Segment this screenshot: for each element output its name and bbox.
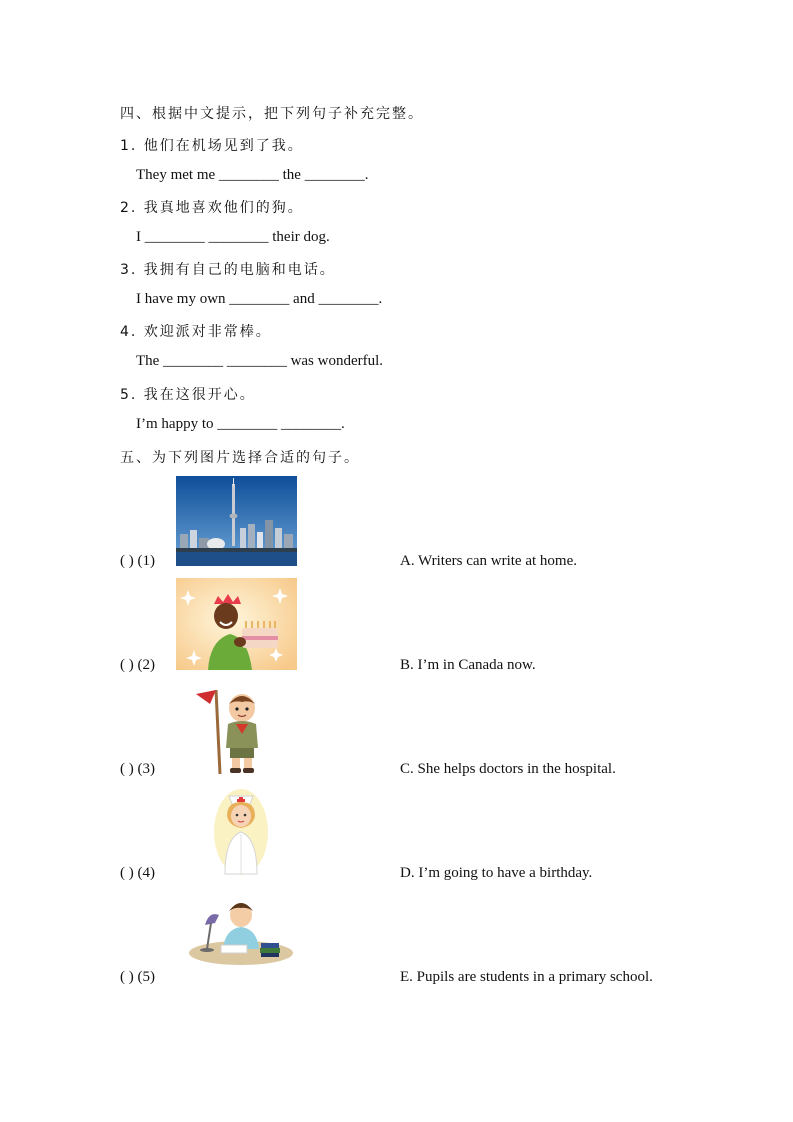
row3-blank: ( ) (3) [120, 761, 155, 777]
row5-blank: ( ) (5) [120, 969, 155, 985]
option-a: A. Writers can write at home. [400, 553, 577, 569]
option-d: D. I’m going to have a birthday. [400, 865, 593, 881]
row4-blank: ( ) (4) [120, 865, 155, 881]
option-e: E. Pupils are students in a primary school. [400, 969, 653, 985]
row2-blank: ( ) (2) [120, 657, 155, 673]
q4-chinese: 4. 欢迎派对非常棒。 [120, 324, 272, 340]
q2-english: I ________ ________ their dog. [136, 229, 330, 245]
option-c: C. She helps doctors in the hospital. [400, 761, 616, 777]
section5-heading: 五、为下列图片选择合适的句子。 [120, 450, 360, 466]
q5-english: I’m happy to ________ ________. [136, 416, 345, 432]
scout-boy-icon [192, 684, 270, 776]
q4-english: The ________ ________ was wonderful. [136, 353, 384, 369]
q3-english: I have my own ________ and ________. [136, 291, 383, 307]
q3-chinese: 3. 我拥有自己的电脑和电话。 [120, 262, 336, 278]
row1-blank: ( ) (1) [120, 553, 155, 569]
q5-chinese: 5. 我在这很开心。 [120, 387, 256, 403]
city-skyline-icon [176, 476, 297, 566]
q1-english: They met me ________ the ________. [136, 167, 369, 183]
birthday-boy-icon [176, 578, 297, 670]
q2-chinese: 2. 我真地喜欢他们的狗。 [120, 200, 304, 216]
writer-boy-icon [183, 897, 293, 969]
q1-chinese: 1. 他们在机场见到了我。 [120, 138, 304, 154]
section4-heading: 四、根据中文提示，把下列句子补充完整。 [120, 106, 424, 122]
nurse-icon [213, 788, 269, 876]
option-b: B. I’m in Canada now. [400, 657, 536, 673]
